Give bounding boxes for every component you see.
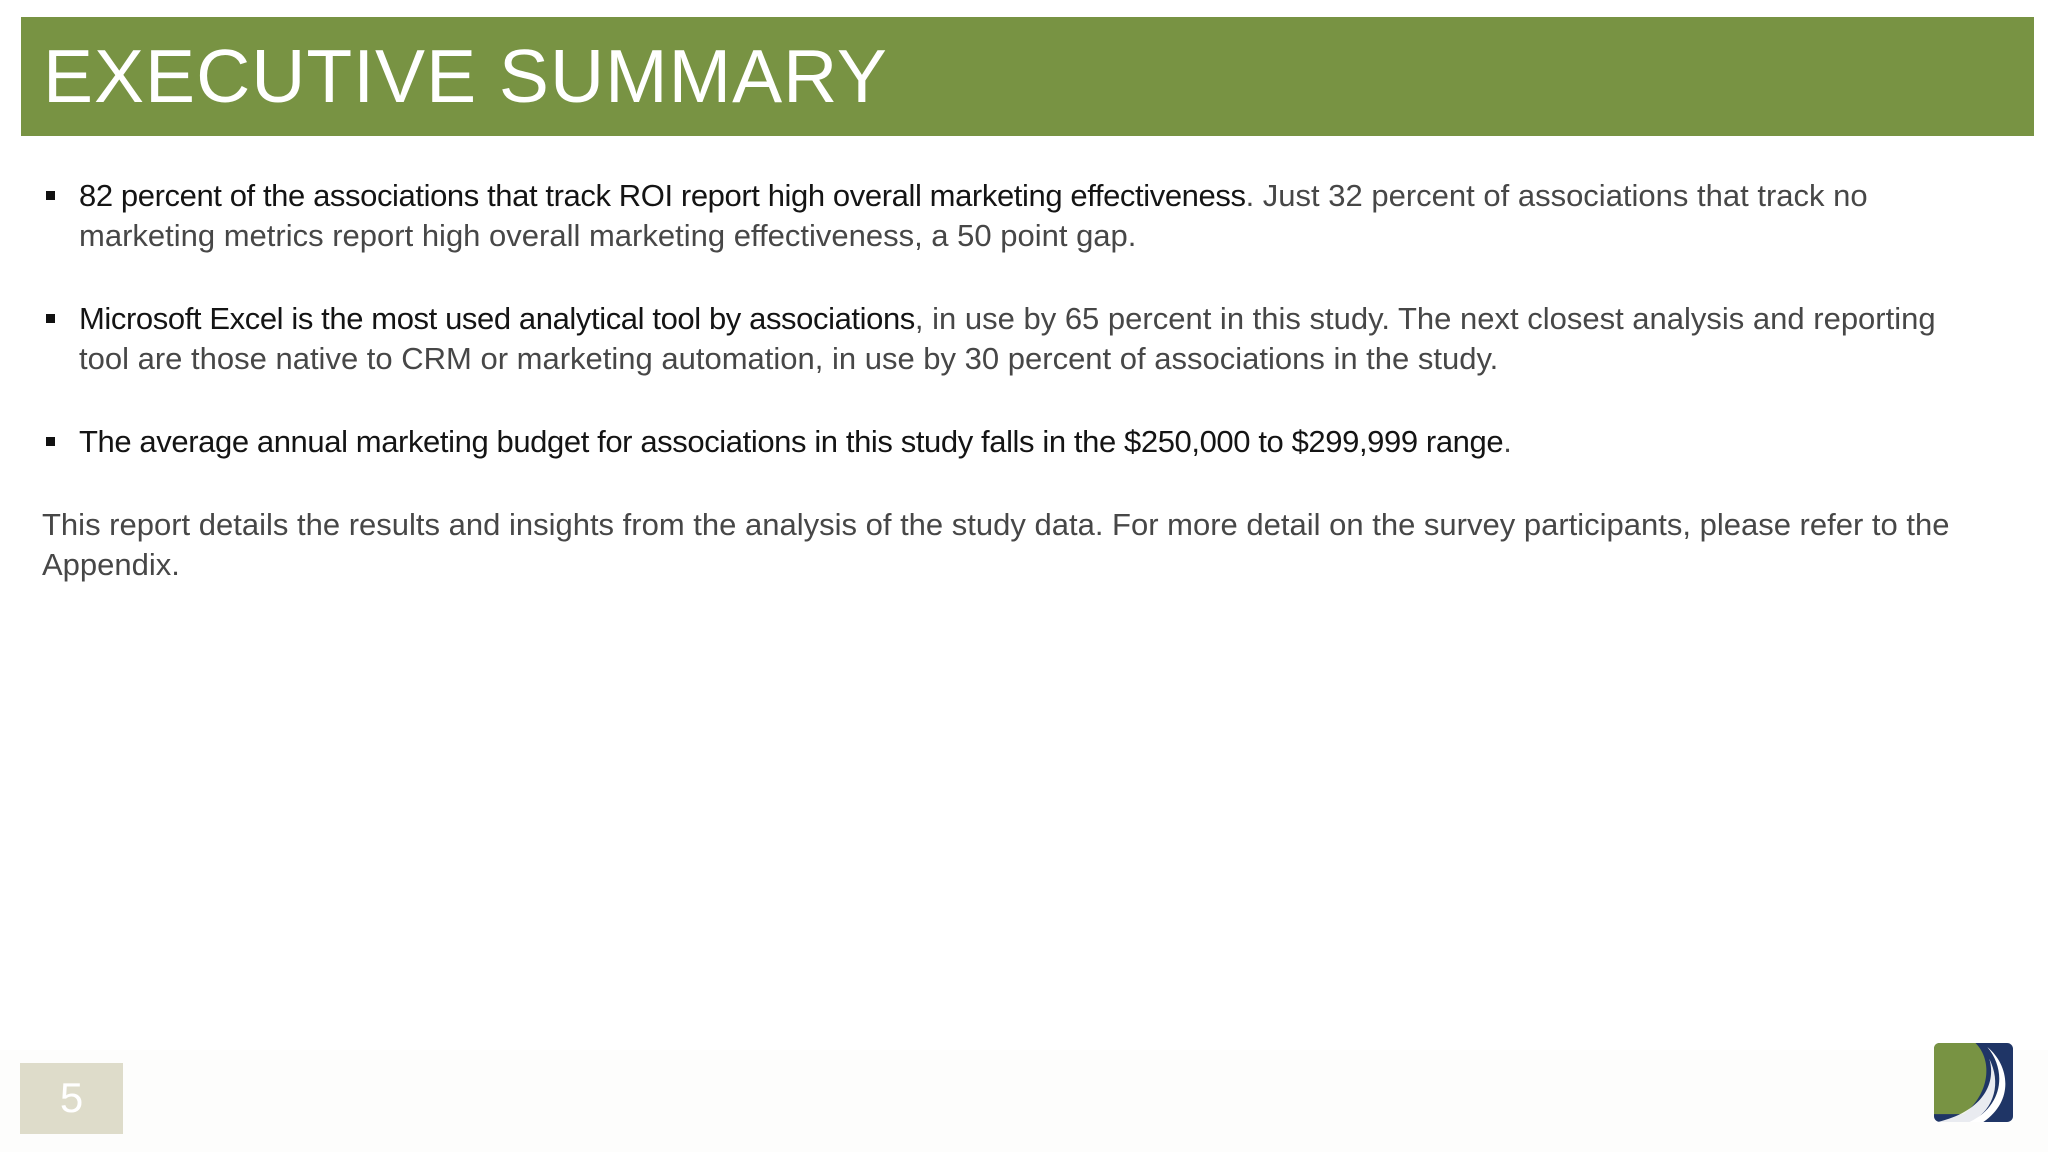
page-number: 5 bbox=[59, 1074, 84, 1121]
company-logo-icon bbox=[1934, 1043, 2013, 1122]
square-bullet-icon bbox=[46, 314, 55, 323]
closing-paragraph: This report details the results and insights from the analysis of the study data. For more detail on the survey participants, please refer to the Appendix. bbox=[42, 507, 1950, 582]
title-bar bbox=[21, 17, 2034, 136]
page-title: EXECUTIVE SUMMARY bbox=[43, 34, 888, 118]
bullet-item bbox=[42, 176, 1992, 256]
footer bbox=[0, 1050, 2048, 1152]
bullet-body-text: . Just 32 percent of associations that track no marketing metrics report high overall marketing effectiveness, a 50 point gap. bbox=[79, 178, 1868, 253]
bullet-body-text: . bbox=[1503, 424, 1512, 459]
bullet-bold-text: 82 percent of the associations that track ROI report high overall marketing effectiveness bbox=[79, 178, 1246, 213]
bullet-bold-text: Microsoft Excel is the most used analytical tool by associations bbox=[79, 301, 915, 336]
bullet-item bbox=[42, 422, 1992, 462]
bullet-bold-text: The average annual marketing budget for associations in this study falls in the $250,000 to $299,999 range bbox=[79, 424, 1504, 459]
bullet-item bbox=[42, 299, 1992, 379]
page-number-box bbox=[20, 1063, 123, 1134]
bullet-body-text: , in use by 65 percent in this study. The next closest analysis and reporting tool are those native to CRM or marketing automation, in use by 30 percent of associations in the study. bbox=[79, 301, 1936, 376]
square-bullet-icon bbox=[46, 191, 55, 200]
summary-content bbox=[42, 176, 1992, 585]
square-bullet-icon bbox=[46, 437, 55, 446]
